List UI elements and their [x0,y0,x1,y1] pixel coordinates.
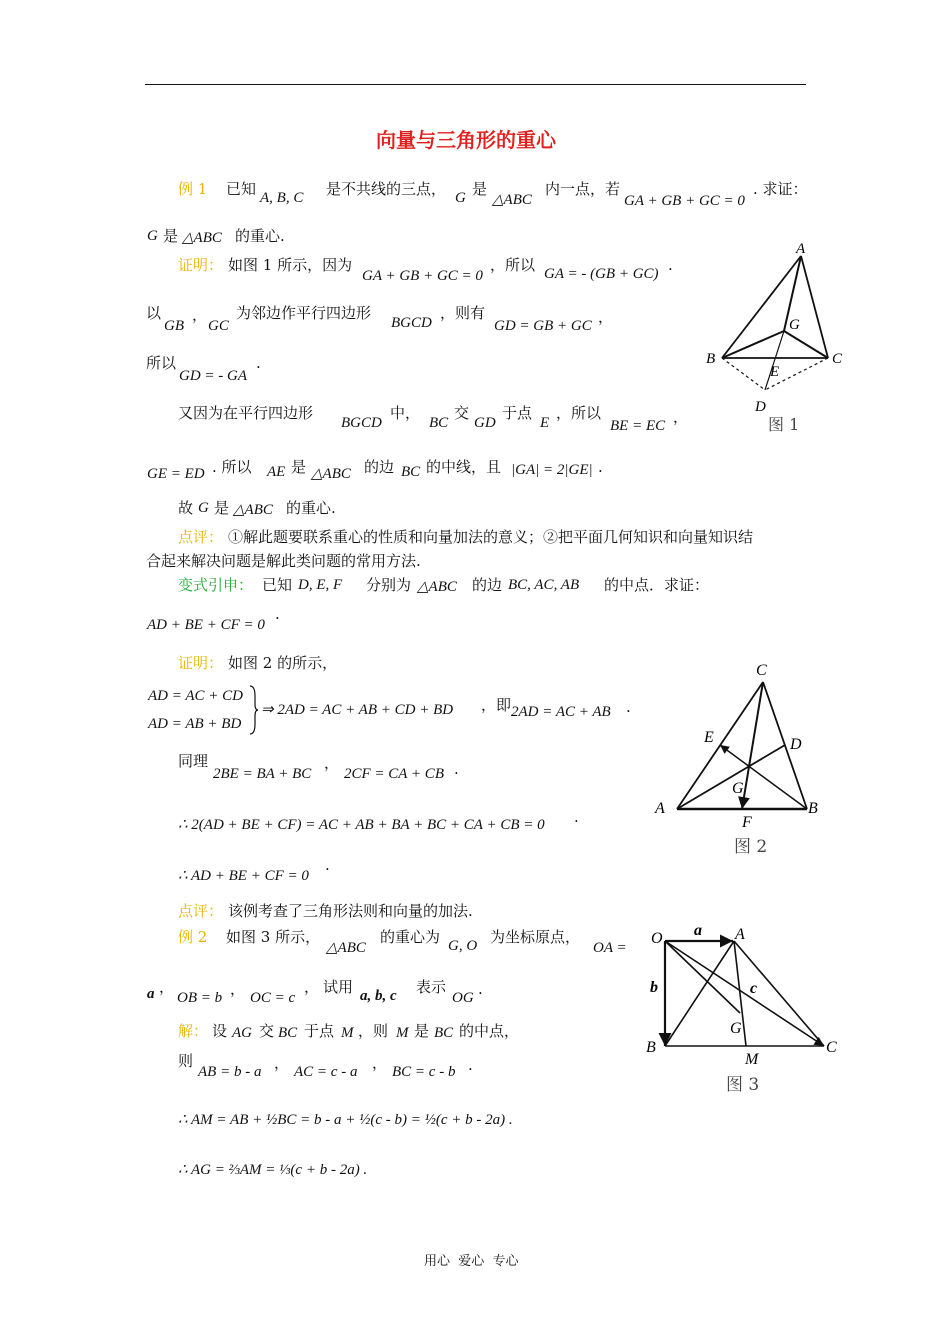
proof-2-label: 证明： [178,654,224,672]
ex1-line2-g: G [147,228,158,244]
variant-t2: 分别为 [366,576,412,594]
p1-d7: 于点 [502,404,533,422]
ex1-text-4: 内一点，若 [545,180,621,198]
example-2-label: 例 2 [178,928,208,946]
fig3-line-OG [665,941,740,1013]
header-rule [145,84,806,85]
p2-implies: ⇒ 2AD = AC + AB + CD + BD [261,702,454,718]
variant-equation: AD + BE + CF = 0 [147,617,265,633]
p1-d11: ， [673,408,689,426]
fig3-label-M: M [745,1051,759,1068]
ex2-t3: 为坐标原点， [490,928,581,946]
fig3-label-A: A [735,926,745,943]
p1-e4: 是 [291,458,307,476]
p1-b5: 为邻边作平行四边形 [236,304,372,322]
p1-d9: ，所以 [556,404,602,422]
p1-f2: G [198,500,209,516]
variant-points: D, E, F [298,577,343,593]
ex2-c2: ， [230,980,246,998]
p1-b3: ， [192,306,208,324]
ex2-triangle: △ABC [326,940,366,956]
fig2-line-AD [677,745,785,809]
fig2-label-E: E [704,729,714,746]
ex1-g: G [455,190,466,206]
p1-d1: 又因为在平行四边形 [178,404,314,422]
ex1-points: A, B, C [260,190,304,206]
fig1-label-B: B [706,351,716,367]
fig1-line-GB [722,331,784,358]
figure-2 [650,655,840,860]
p1-d6: GD [474,415,496,431]
sol-s5: 于点 [304,1022,335,1040]
p1-e2: . 所以 [212,458,252,476]
sol-s11: 的中点， [459,1022,520,1040]
comment-2-label: 点评： [178,902,224,920]
ex1-triangle: △ABC [492,192,532,208]
p1-b4: GC [208,318,229,334]
ex1-equation: GA + GB + GC = 0 [624,193,745,209]
ex1-text-1: 已知 [226,180,257,198]
p1-c3: . [256,354,261,372]
p2-ji: ，即 [481,696,512,714]
ex2-rep: 表示 [416,978,447,996]
ex1-line2-a: 是 [163,227,179,245]
fig1-label-E: E [770,364,780,380]
page-footer: 用心 爱心 专心 [424,1254,519,1269]
sol-cm2: ， [372,1054,388,1072]
p1-d3: 中， [390,404,421,422]
p1-f4: △ABC [233,502,273,518]
fig2-caption: 图 2 [734,837,768,857]
fig2-label-G: G [732,780,744,797]
p1-e10: . [598,458,603,476]
p2-comma: ， [324,754,340,772]
fig1-line-BD [722,358,765,390]
sol-dot: . [468,1056,473,1074]
sol-am: ∴ AM = AB + ½BC = b - a + ½(c - b) = ½(c + b - 2a) . [178,1112,513,1128]
fig2-label-F: F [742,814,752,831]
sol-s4: BC [278,1025,298,1041]
sol-s8: M [396,1025,409,1041]
comment-1-label: 点评： [178,528,224,546]
p1-f1: 故 [178,499,194,517]
p1-e6: 的边 [364,458,395,476]
ex2-oa: OA = [593,940,627,956]
sol-ze: 则 [178,1052,194,1070]
p1-a1: 如图 1 所示，因为 [228,256,353,274]
figure-3 [640,915,850,1100]
p2-cf: 2CF = CA + CB [344,766,444,782]
ex2-t2: 的重心为 [380,928,441,946]
p2-final-dot: . [325,856,330,874]
p2-cf-dot: . [454,760,459,778]
p1-d8: E [540,415,550,431]
fig3-label-O: O [651,930,663,947]
p1-e3: AE [267,464,286,480]
p1-d4: BC [429,415,449,431]
fig2-line-CF [742,682,763,809]
fig1-caption: 图 1 [768,415,800,434]
proof-2-intro: 如图 2 的所示， [228,654,338,672]
fig1-label-D: D [755,399,766,415]
ex2-dot: . [478,980,483,998]
ex2-try: 试用 [323,978,354,996]
variant-t3: 的边 [472,576,503,594]
sol-ag: ∴ AG = ⅔AM = ⅓(c + b - 2a) . [178,1162,368,1178]
ex2-go: G, O [448,938,478,954]
sol-ac: AC = c - a [294,1064,358,1080]
p2-sys2: AD = AB + BD [148,716,242,732]
p1-b2: GB [164,318,184,334]
fig3-line-AC [734,941,824,1046]
fig3-label-C: C [826,1039,837,1056]
example-1-label: 例 1 [178,180,208,198]
ex2-c3: ， [304,978,320,996]
p2-tong: 同理 [178,752,209,770]
fig2-label-B: B [808,800,818,817]
fig3-label-B: B [646,1039,656,1056]
p2-final: ∴ AD + BE + CF = 0 [178,868,309,884]
ex2-c1: ， [159,978,175,996]
fig3-line-AB [665,941,734,1046]
fig3-caption: 图 3 [726,1075,760,1095]
fig3-label-a: a [694,922,702,939]
figure-1 [700,240,850,440]
p2-sum-dot: . [574,808,579,826]
p1-b1: 以 [146,304,162,322]
fig1-label-G: G [789,317,800,333]
fig1-line-AC [801,256,828,358]
p1-b6: BGCD [391,315,432,331]
fig2-line-BE [720,745,807,809]
sol-ab: AB = b - a [198,1064,262,1080]
ex2-og: OG [452,990,474,1006]
p1-e7: BC [401,464,421,480]
fig1-line-GD [765,331,784,390]
variant-dot: . [275,605,280,623]
ex1-line2-b: 的重心. [235,227,285,245]
fig3-label-c: c [750,980,758,997]
p2-sys1: AD = AC + CD [148,688,243,704]
fig3-label-G: G [730,1020,742,1037]
p1-a2: GA + GB + GC = 0 [362,268,483,284]
p1-e9: |GA| = 2|GE| [511,462,593,478]
p1-a5: . [668,256,673,274]
ex2-ob: OB = b [177,990,223,1006]
sol-cm1: ， [274,1054,290,1072]
sol-s3: 交 [259,1022,275,1040]
p1-a3: ，所以 [490,256,536,274]
p1-e8: 的中线，且 [426,458,502,476]
brace-right [249,684,259,736]
p2-result: 2AD = AC + AB [511,704,611,720]
comment-2-text: 该例考查了三角形法则和向量的加法. [228,902,473,920]
fig2-label-A: A [655,800,665,817]
p1-e5: △ABC [311,466,351,482]
p1-c2: GD = - GA [179,368,248,384]
fig1-label-C: C [832,351,843,367]
ex2-t1: 如图 3 所示， [226,928,321,946]
p1-b7: ，则有 [440,304,486,322]
p1-f3: 是 [214,499,230,517]
p1-c1: 所以 [146,354,177,372]
sol-s1: 设 [212,1022,228,1040]
fig1-label-A: A [796,241,806,257]
variant-t1: 已知 [262,576,293,594]
sol-s10: BC [434,1025,454,1041]
p1-a4: GA = - (GB + GC) [544,266,659,282]
p2-be: 2BE = BA + BC [213,766,312,782]
ex2-abc: a, b, c [360,988,397,1004]
comment-1-line1: ①解此题要联系重心的性质和向量加法的意义；②把平面几何知识和向量知识结 [228,528,754,546]
comment-1-line2: 合起来解决问题是解此类问题的常用方法. [146,552,421,570]
p1-d2: BGCD [341,415,382,431]
variant-t4: 的中点．求证： [604,576,710,594]
p1-b8: GD = GB + GC [494,318,592,334]
ex1-line2-triangle: △ABC [182,230,222,246]
fig2-label-C: C [756,662,767,679]
p1-d5: 交 [454,404,470,422]
variant-label: 变式引申： [178,576,254,594]
variant-sides: BC, AC, AB [508,577,580,593]
p2-sum: ∴ 2(AD + BE + CF) = AC + AB + BA + BC + CA + CB = 0 [178,817,545,833]
ex2-a: a [147,986,155,1002]
page-title: 向量与三角形的重心 [376,128,556,152]
sol-bc: BC = c - b [392,1064,456,1080]
p1-d10: BE = EC [610,418,666,434]
fig3-label-b: b [650,979,658,996]
p1-f5: 的重心. [286,499,336,517]
proof-1-label: 证明： [178,256,224,274]
fig2-label-D: D [790,736,802,753]
sol-s9: 是 [414,1022,430,1040]
ex2-oc: OC = c [250,990,296,1006]
solution-label: 解： [178,1022,209,1040]
p1-b9: ， [598,308,614,326]
ex1-text-5: . 求证： [753,180,808,198]
ex1-text-2: 是不共线的三点， [326,180,447,198]
sol-s2: AG [232,1025,252,1041]
p2-result-dot: . [626,698,631,716]
sol-s6: M [341,1025,354,1041]
p1-e1: GE = ED [147,466,205,482]
sol-s7: ，则 [358,1022,389,1040]
variant-triangle: △ABC [417,579,457,595]
ex1-text-3: 是 [472,180,488,198]
